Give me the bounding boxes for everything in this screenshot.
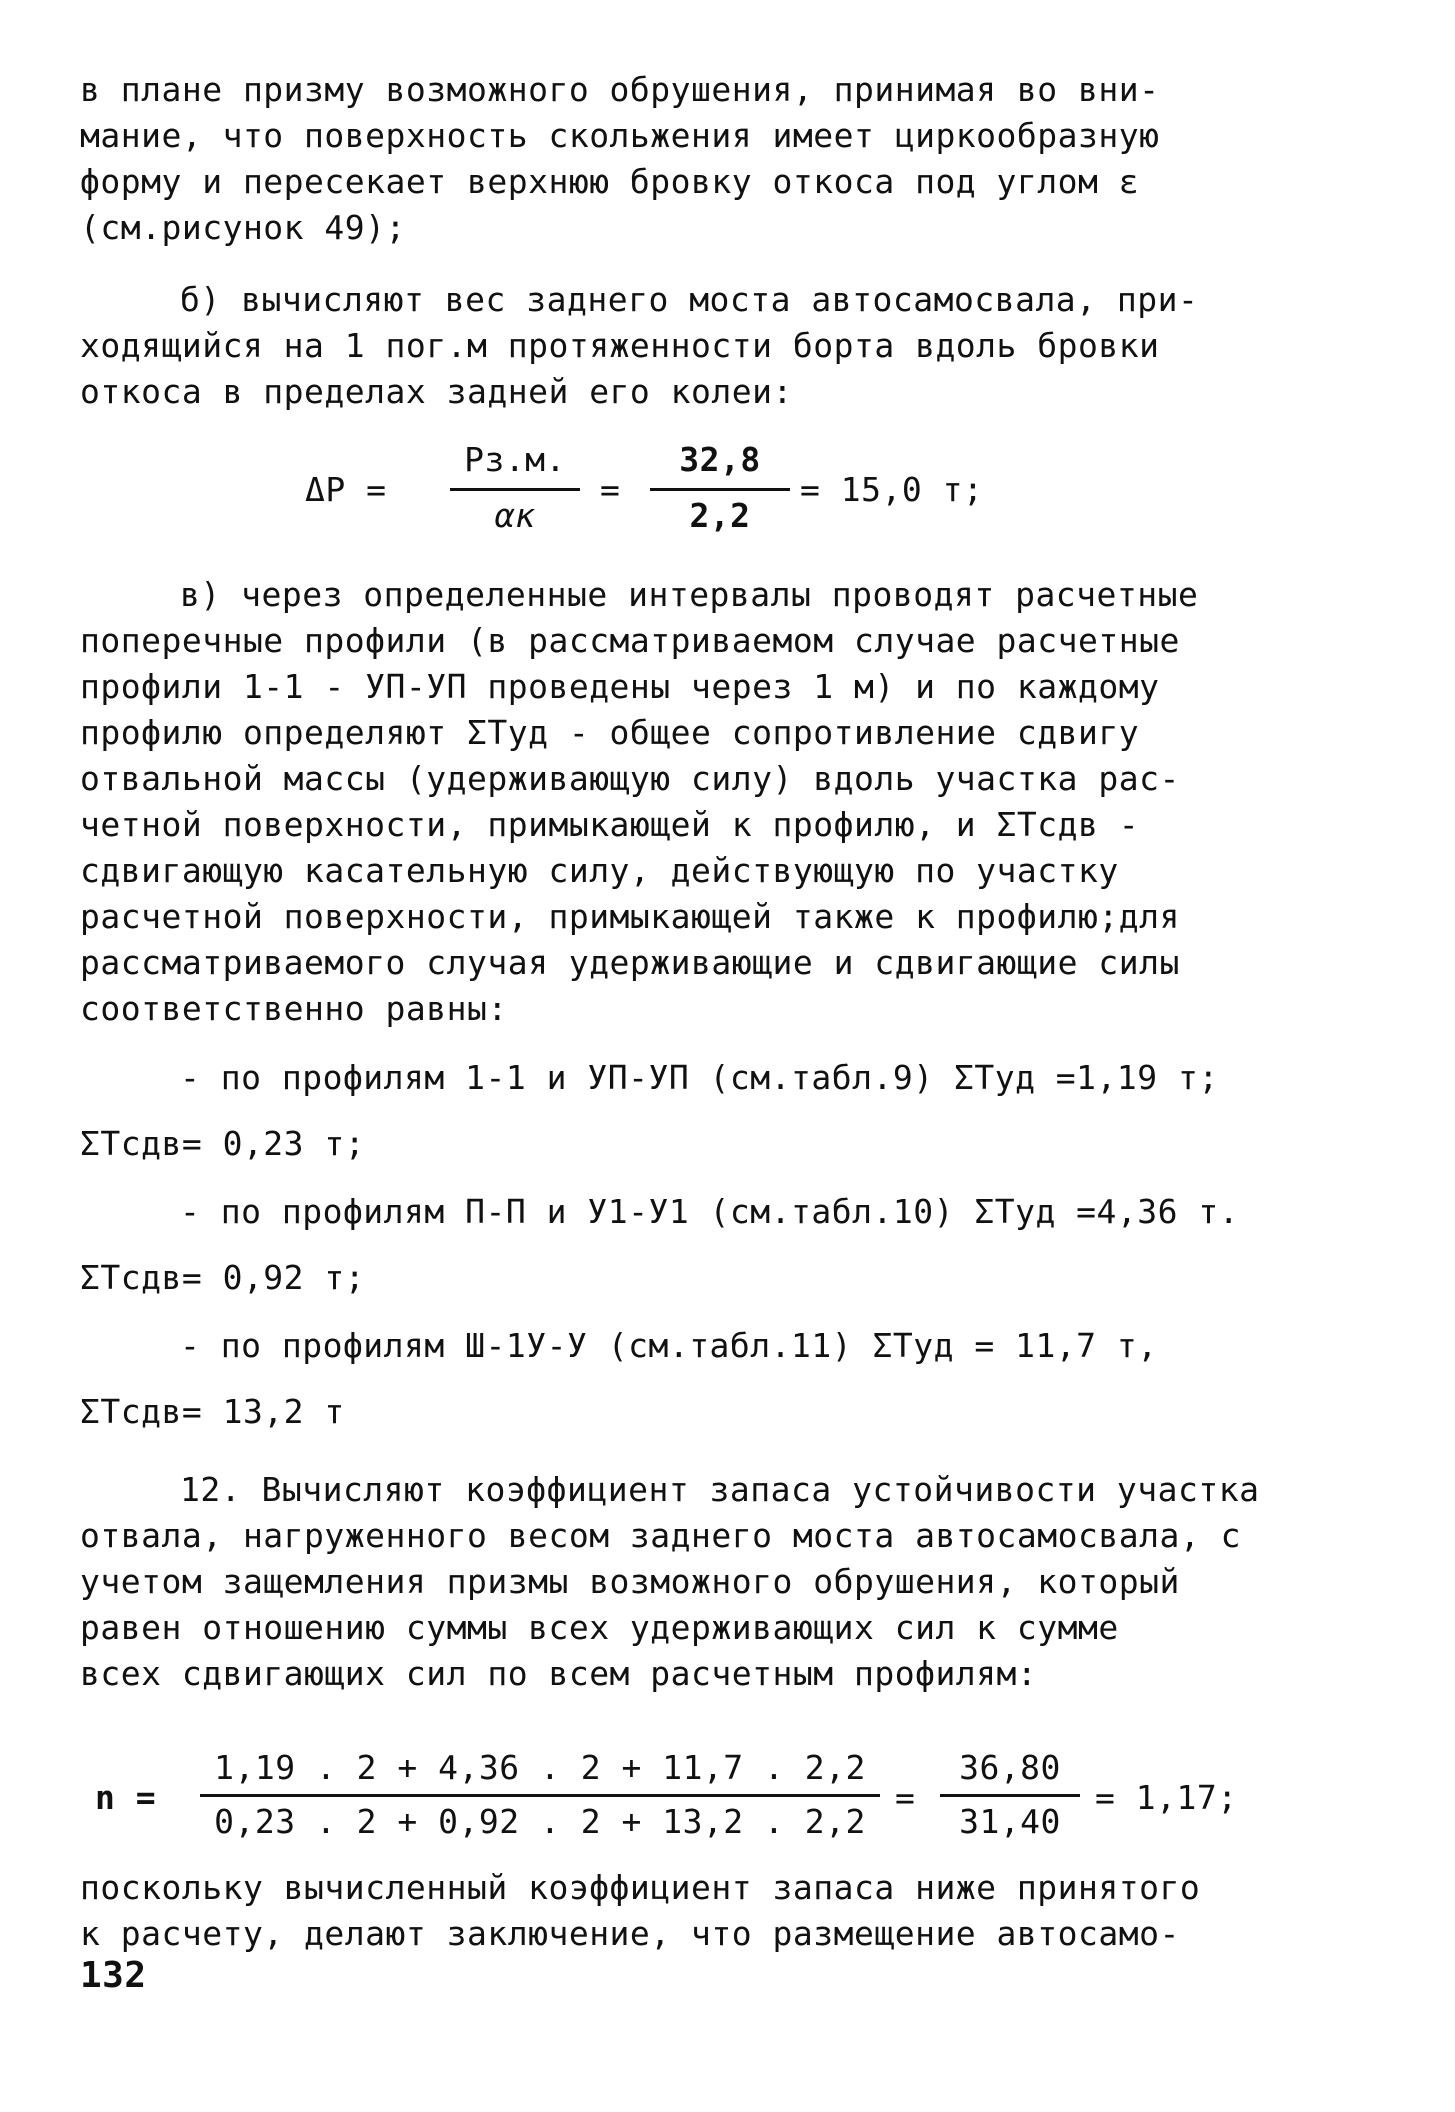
formula-numerator: 1,19 . 2 + 4,36 . 2 + 11,7 . 2,2	[214, 1748, 866, 1787]
text-line: четной поверхности, примыкающей к профилю, и ΣTсдв -	[80, 805, 1140, 844]
text-line: соответственно равны:	[80, 989, 508, 1028]
text-line: расчетной поверхности, примыкающей также к профилю;для	[80, 897, 1180, 936]
text-line: к расчету, делают заключение, что размещение автосамо-	[80, 1914, 1180, 1953]
text-line: профилю определяют ΣTуд - общее сопротивление сдвигу	[80, 713, 1140, 752]
formula-lhs: n =	[95, 1778, 157, 1817]
formula-denominator: 31,40	[959, 1802, 1061, 1841]
text-line: мание, что поверхность скольжения имеет циркообразную	[80, 116, 1160, 155]
text-line: форму и пересекает верхнюю бровку откоса под углом ε	[80, 162, 1140, 201]
list-item-value: ΣTсдв= 0,92 т;	[80, 1258, 366, 1297]
text-line: поскольку вычисленный коэффициент запаса ниже принятого	[80, 1868, 1201, 1907]
text-line: в плане призму возможного обрушения, принимая во вни-	[80, 70, 1160, 109]
fraction-bar	[940, 1794, 1080, 1797]
text-line: отвала, нагруженного весом заднего моста автосамосвала, с	[80, 1516, 1241, 1555]
text-line: б) вычисляют вес заднего моста автосамосвала, при-	[180, 280, 1199, 319]
formula-equals: =	[895, 1778, 916, 1817]
text-line: (см.рисунок 49);	[80, 208, 406, 247]
fraction-bar	[450, 488, 580, 491]
text-line: сдвигающую касательную силу, действующую по участку	[80, 851, 1119, 890]
text-line: в) через определенные интервалы проводят расчетные	[180, 575, 1199, 614]
text-line: откоса в пределах задней его колеи:	[80, 372, 793, 411]
formula-lhs: ΔP =	[305, 470, 387, 509]
formula-result: = 15,0 т;	[800, 470, 984, 509]
text-line: отвальной массы (удерживающую силу) вдоль участка рас-	[80, 759, 1180, 798]
text-line: профили 1-1 - УП-УП проведены через 1 м) и по каждому	[80, 667, 1160, 706]
list-item: - по профилям П-П и У1-У1 (см.табл.10) ΣTуд =4,36 т.	[180, 1192, 1240, 1231]
text-line: учетом защемления призмы возможного обрушения, который	[80, 1562, 1180, 1601]
fraction-bar	[200, 1794, 880, 1797]
list-item-value: ΣTсдв= 0,23 т;	[80, 1124, 366, 1163]
formula-denominator: αк	[494, 496, 536, 535]
text-line: поперечные профили (в рассматриваемом случае расчетные	[80, 621, 1180, 660]
formula-equals: =	[600, 470, 621, 509]
text-line: рассматриваемого случая удерживающие и сдвигающие силы	[80, 943, 1180, 982]
formula-result: = 1,17;	[1095, 1778, 1238, 1817]
formula-numerator: 36,80	[959, 1748, 1061, 1787]
page-number: 132	[80, 1955, 147, 1996]
text-line: 12. Вычисляют коэффициент запаса устойчивости участка	[180, 1470, 1260, 1509]
text-line: ходящийся на 1 пог.м протяженности борта вдоль бровки	[80, 326, 1160, 365]
formula-numerator: 32,8	[679, 440, 761, 479]
list-item: - по профилям 1-1 и УП-УП (см.табл.9) ΣTуд =1,19 т;	[180, 1058, 1219, 1097]
formula-denominator: 0,23 . 2 + 0,92 . 2 + 13,2 . 2,2	[214, 1802, 866, 1841]
formula-numerator: Pз.м.	[464, 440, 566, 479]
list-item-value: ΣTсдв= 13,2 т	[80, 1392, 345, 1431]
text-line: равен отношению суммы всех удерживающих сил к сумме	[80, 1608, 1119, 1647]
formula-denominator: 2,2	[689, 496, 751, 535]
text-line: всех сдвигающих сил по всем расчетным профилям:	[80, 1654, 1038, 1693]
fraction-bar	[650, 488, 790, 491]
list-item: - по профилям Ш-1У-У (см.табл.11) ΣTуд = 11,7 т,	[180, 1326, 1158, 1365]
